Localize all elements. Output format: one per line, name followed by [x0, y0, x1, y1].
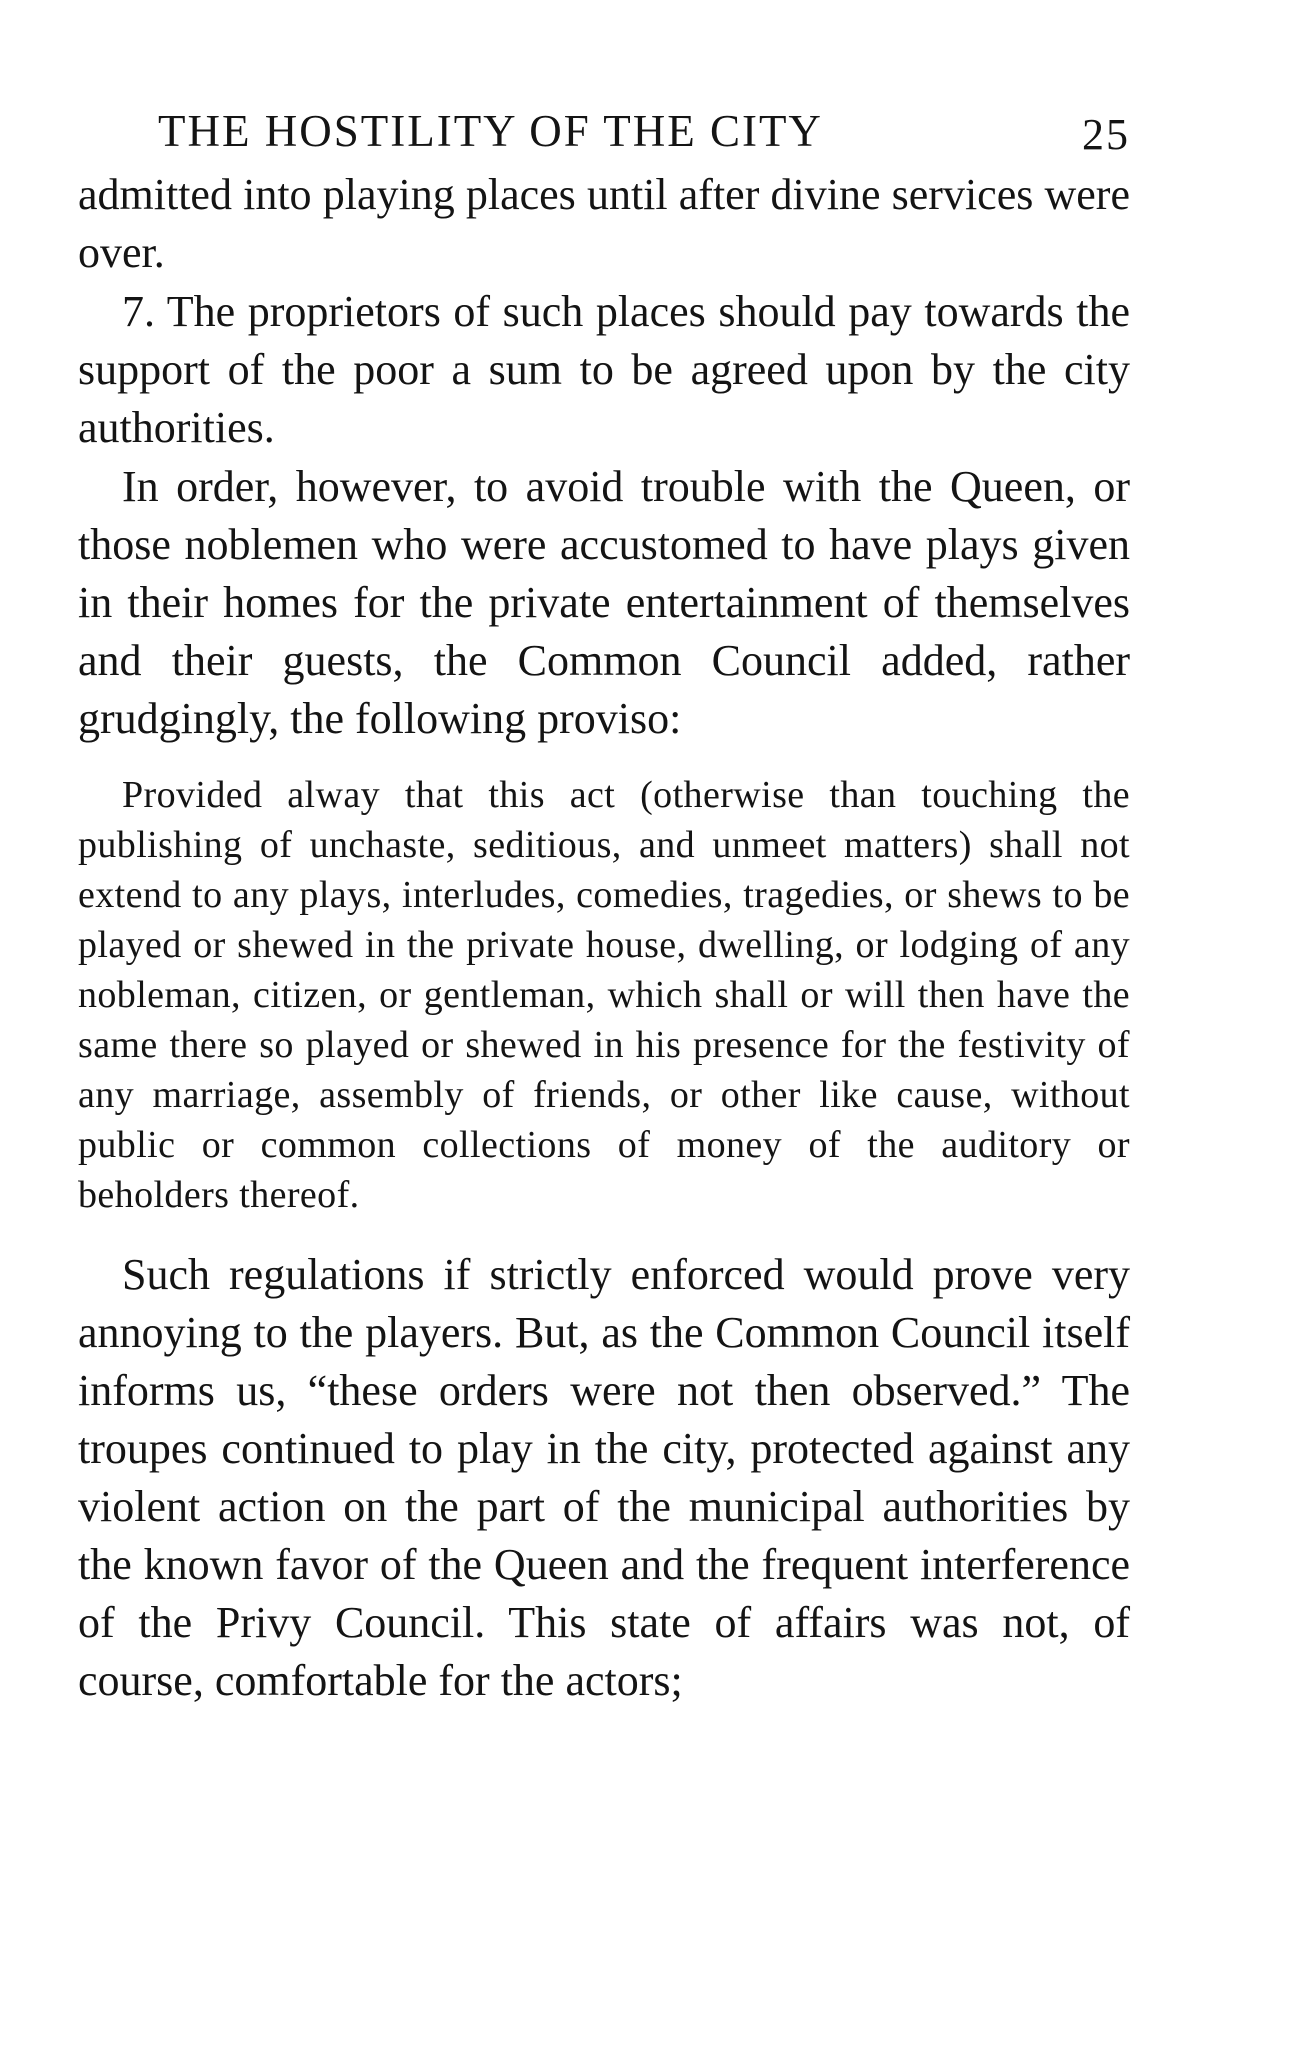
- running-head: [78, 96, 1130, 166]
- block-quote-proviso: Provided alway that this act (otherwise than touching the publishing of unchaste, seditious, and unmeet matters) shall not extend to any plays, interludes, comedies, tragedies, or shews to be played or shewed in the private house, dwelling, or lodging of any nobleman, citizen, or gentleman, which shall or will then have the same there so played or shewed in his presence for the festivity of any marriage, assembly of friends, or other like cause, without public or common collections of money of the auditory or beholders thereof.: [78, 774, 1130, 1216]
- paragraph-regulations: Such regulations if strictly enforced would prove very annoying to the players. But, as the Common Council itself informs us, “these orders were not then observed.” The troupes continued to play in the city, protected against any violent action on the part of the municipal authorities by the known favor of the Queen and the frequent interference of the Privy Council. This state of affairs was not, of course, comfortable for the actors;: [78, 1250, 1130, 1705]
- paragraph-proviso-intro: In order, however, to avoid trouble with the Queen, or those noblemen who were accustomed to have plays given in their homes for the private entertainment of themselves and their guests, the Common Council added, rather grudgingly, the following proviso:: [78, 462, 1130, 743]
- paragraph-continuation: admitted into playing places until after divine services were over.: [78, 170, 1130, 277]
- running-title: THE HOSTILITY OF THE CITY: [158, 106, 823, 156]
- book-page: [78, 96, 1130, 1710]
- paragraph-item-7: 7. The proprietors of such places should pay towards the support of the poor a sum to be agreed upon by the city authorities.: [78, 287, 1130, 452]
- page-number: 25: [1082, 110, 1130, 159]
